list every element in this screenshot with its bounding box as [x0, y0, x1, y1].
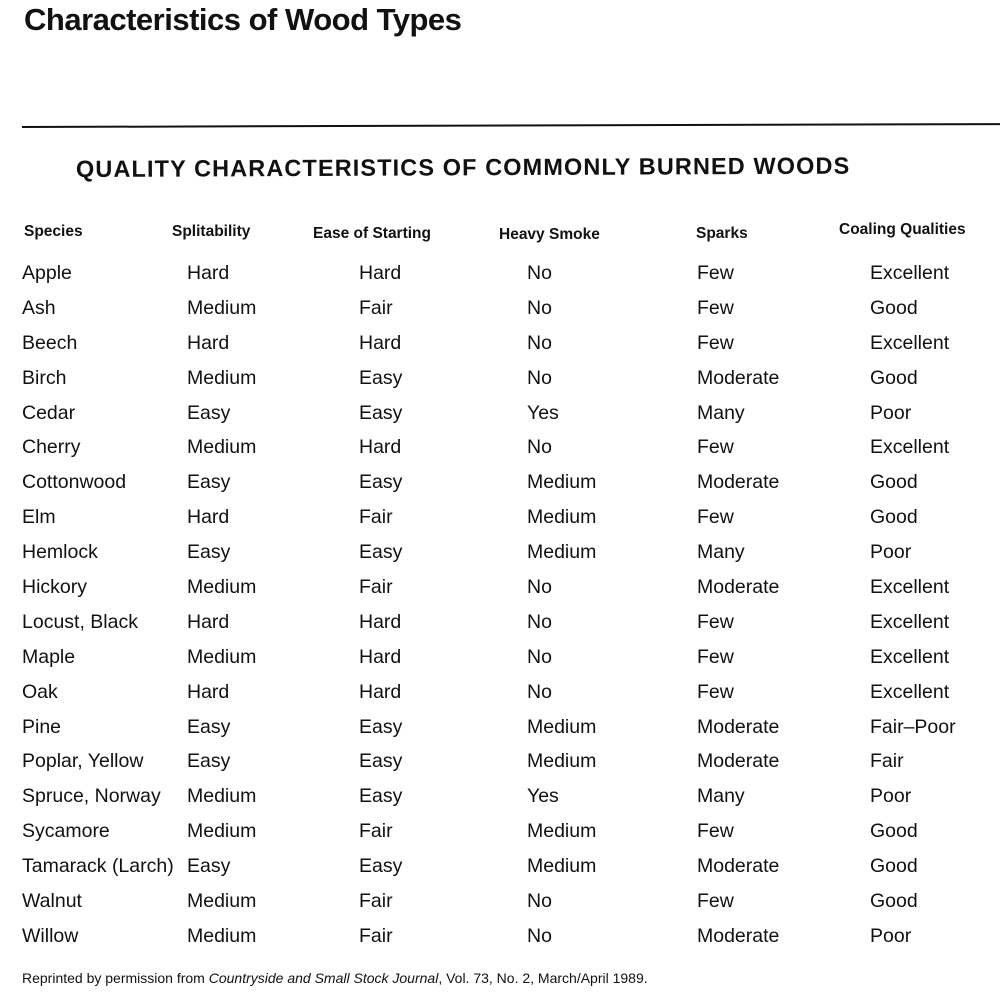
- cell-ease-of-starting: Easy: [359, 401, 403, 424]
- cell-sparks: Moderate: [697, 750, 780, 773]
- cell-sparks: Few: [697, 820, 734, 843]
- cell-coaling-qualities: Good: [870, 471, 918, 494]
- cell-species: Spruce, Norway: [22, 785, 161, 808]
- cell-splitability: Medium: [187, 296, 257, 319]
- cell-heavy-smoke: Medium: [527, 820, 597, 843]
- table-row: [0, 400, 1000, 435]
- column-header-species: Species: [24, 223, 83, 240]
- table-row: [0, 365, 1000, 400]
- cell-sparks: Few: [697, 506, 734, 529]
- table-row: [0, 609, 1000, 644]
- cell-species: Elm: [22, 506, 56, 529]
- cell-ease-of-starting: Easy: [359, 750, 403, 773]
- cell-heavy-smoke: Yes: [527, 401, 559, 424]
- cell-coaling-qualities: Good: [870, 296, 918, 319]
- cell-sparks: Few: [697, 436, 734, 459]
- cell-species: Birch: [22, 366, 67, 389]
- table-row: [0, 539, 1000, 574]
- cell-coaling-qualities: Poor: [870, 785, 912, 808]
- cell-splitability: Medium: [187, 576, 257, 599]
- source-note: [22, 970, 648, 986]
- cell-species: Cherry: [22, 436, 81, 459]
- table-row: [0, 644, 1000, 679]
- cell-heavy-smoke: No: [527, 680, 552, 703]
- column-header-ease-of-starting: Ease of Starting: [313, 225, 431, 242]
- cell-species: Cedar: [22, 401, 76, 424]
- cell-coaling-qualities: Good: [870, 366, 918, 389]
- cell-coaling-qualities: Good: [870, 820, 918, 843]
- cell-heavy-smoke: Medium: [527, 750, 597, 773]
- column-header-coaling-qualities: Coaling Qualities: [839, 221, 966, 238]
- cell-heavy-smoke: No: [527, 576, 552, 599]
- cell-sparks: Moderate: [697, 471, 780, 494]
- table-row: [0, 679, 1000, 714]
- cell-ease-of-starting: Easy: [359, 855, 403, 878]
- cell-ease-of-starting: Hard: [359, 331, 402, 354]
- table-row: [0, 330, 1000, 365]
- table-title: QUALITY CHARACTERISTICS OF COMMONLY BURNED WOODS: [75, 152, 851, 182]
- cell-heavy-smoke: Medium: [527, 506, 597, 529]
- cell-species: Beech: [22, 331, 78, 354]
- cell-sparks: Few: [697, 680, 734, 703]
- cell-ease-of-starting: Hard: [359, 610, 402, 633]
- cell-species: Pine: [22, 715, 62, 738]
- cell-ease-of-starting: Hard: [359, 436, 402, 459]
- cell-splitability: Easy: [187, 855, 231, 878]
- cell-ease-of-starting: Fair: [359, 506, 393, 529]
- cell-coaling-qualities: Fair–Poor: [870, 715, 956, 738]
- cell-coaling-qualities: Excellent: [870, 331, 950, 354]
- table-row: [0, 574, 1000, 609]
- cell-splitability: Easy: [187, 750, 231, 773]
- cell-coaling-qualities: Excellent: [870, 576, 950, 599]
- cell-ease-of-starting: Fair: [359, 924, 393, 947]
- table-row: [0, 434, 1000, 469]
- table-row: [0, 714, 1000, 749]
- cell-coaling-qualities: Excellent: [870, 645, 950, 668]
- source-note-journal: Countryside and Small Stock Journal: [208, 970, 439, 986]
- table-row: [0, 295, 1000, 330]
- table-body: [0, 260, 1000, 960]
- cell-coaling-qualities: Fair: [870, 750, 904, 773]
- cell-splitability: Medium: [187, 436, 257, 459]
- cell-splitability: Medium: [187, 785, 257, 808]
- source-note-prefix: Reprinted by permission from: [22, 970, 209, 986]
- cell-species: Cottonwood: [22, 471, 127, 494]
- cell-heavy-smoke: Medium: [527, 541, 597, 564]
- cell-sparks: Many: [697, 401, 745, 424]
- cell-splitability: Hard: [187, 331, 230, 354]
- cell-ease-of-starting: Easy: [359, 541, 403, 564]
- cell-ease-of-starting: Easy: [359, 366, 403, 389]
- cell-splitability: Hard: [187, 506, 230, 529]
- cell-sparks: Moderate: [697, 855, 780, 878]
- table-row: [0, 748, 1000, 783]
- cell-sparks: Many: [697, 785, 745, 808]
- cell-splitability: Medium: [187, 820, 257, 843]
- cell-ease-of-starting: Easy: [359, 785, 403, 808]
- cell-sparks: Moderate: [697, 366, 780, 389]
- cell-splitability: Hard: [187, 262, 230, 284]
- table-row: [0, 818, 1000, 853]
- cell-coaling-qualities: Excellent: [870, 680, 950, 703]
- cell-ease-of-starting: Easy: [359, 715, 403, 738]
- cell-splitability: Hard: [187, 610, 230, 633]
- cell-ease-of-starting: Fair: [359, 576, 393, 599]
- cell-coaling-qualities: Excellent: [870, 262, 950, 284]
- cell-ease-of-starting: Hard: [359, 262, 402, 284]
- cell-splitability: Medium: [187, 645, 257, 668]
- table-row: [0, 783, 1000, 818]
- table-row: [0, 504, 1000, 539]
- cell-coaling-qualities: Excellent: [870, 610, 950, 633]
- horizontal-rule: [22, 123, 1000, 128]
- cell-species: Walnut: [22, 890, 82, 913]
- cell-species: Hickory: [22, 576, 88, 599]
- cell-species: Tamarack (Larch): [22, 855, 174, 878]
- cell-splitability: Medium: [187, 366, 257, 389]
- source-note-suffix: , Vol. 73, No. 2, March/April 1989.: [438, 970, 648, 986]
- cell-species: Ash: [22, 296, 56, 319]
- cell-ease-of-starting: Easy: [359, 471, 403, 494]
- cell-sparks: Moderate: [697, 715, 780, 738]
- cell-coaling-qualities: Good: [870, 890, 918, 913]
- column-header-heavy-smoke: Heavy Smoke: [499, 226, 600, 243]
- cell-coaling-qualities: Excellent: [870, 436, 950, 459]
- cell-sparks: Moderate: [697, 576, 780, 599]
- cell-sparks: Few: [697, 331, 734, 354]
- cell-coaling-qualities: Poor: [870, 924, 912, 947]
- cell-heavy-smoke: No: [527, 924, 552, 947]
- cell-heavy-smoke: No: [527, 262, 552, 284]
- cell-coaling-qualities: Poor: [870, 541, 912, 564]
- cell-heavy-smoke: Medium: [527, 715, 597, 738]
- cell-heavy-smoke: No: [527, 645, 552, 668]
- cell-species: Hemlock: [22, 541, 98, 564]
- cell-heavy-smoke: No: [527, 610, 552, 633]
- cell-ease-of-starting: Hard: [359, 680, 402, 703]
- column-header-sparks: Sparks: [696, 225, 748, 242]
- table-row: [0, 853, 1000, 888]
- cell-splitability: Easy: [187, 541, 231, 564]
- cell-heavy-smoke: Medium: [527, 471, 597, 494]
- cell-species: Oak: [22, 680, 58, 703]
- page-title: Characteristics of Wood Types: [24, 2, 462, 37]
- cell-heavy-smoke: No: [527, 366, 552, 389]
- cell-species: Apple: [22, 262, 72, 284]
- cell-heavy-smoke: No: [527, 296, 552, 319]
- cell-heavy-smoke: No: [527, 890, 552, 913]
- cell-splitability: Medium: [187, 890, 257, 913]
- table-row: [0, 923, 1000, 958]
- cell-ease-of-starting: Fair: [359, 890, 393, 913]
- cell-heavy-smoke: Medium: [527, 855, 597, 878]
- cell-sparks: Few: [697, 645, 734, 668]
- cell-splitability: Easy: [187, 715, 231, 738]
- table-row: [0, 469, 1000, 504]
- cell-sparks: Moderate: [697, 924, 780, 947]
- cell-splitability: Easy: [187, 401, 231, 424]
- table-row: [0, 888, 1000, 923]
- cell-sparks: Few: [697, 296, 734, 319]
- cell-ease-of-starting: Fair: [359, 296, 393, 319]
- cell-coaling-qualities: Good: [870, 855, 918, 878]
- cell-sparks: Few: [697, 262, 734, 284]
- cell-species: Sycamore: [22, 820, 110, 843]
- cell-coaling-qualities: Good: [870, 506, 918, 529]
- cell-species: Maple: [22, 645, 76, 668]
- cell-heavy-smoke: Yes: [527, 785, 559, 808]
- cell-ease-of-starting: Hard: [359, 645, 402, 668]
- cell-coaling-qualities: Poor: [870, 401, 912, 424]
- column-header-splitability: Splitability: [172, 223, 251, 240]
- cell-sparks: Few: [697, 890, 734, 913]
- cell-species: Poplar, Yellow: [22, 750, 144, 773]
- cell-sparks: Few: [697, 610, 734, 633]
- cell-sparks: Many: [697, 541, 745, 564]
- cell-heavy-smoke: No: [527, 436, 552, 459]
- cell-splitability: Medium: [187, 924, 257, 947]
- cell-species: Willow: [22, 924, 79, 947]
- table-row: [0, 260, 1000, 295]
- cell-ease-of-starting: Fair: [359, 820, 393, 843]
- cell-heavy-smoke: No: [527, 331, 552, 354]
- cell-species: Locust, Black: [22, 610, 138, 633]
- cell-splitability: Easy: [187, 471, 231, 494]
- cell-splitability: Hard: [187, 680, 230, 703]
